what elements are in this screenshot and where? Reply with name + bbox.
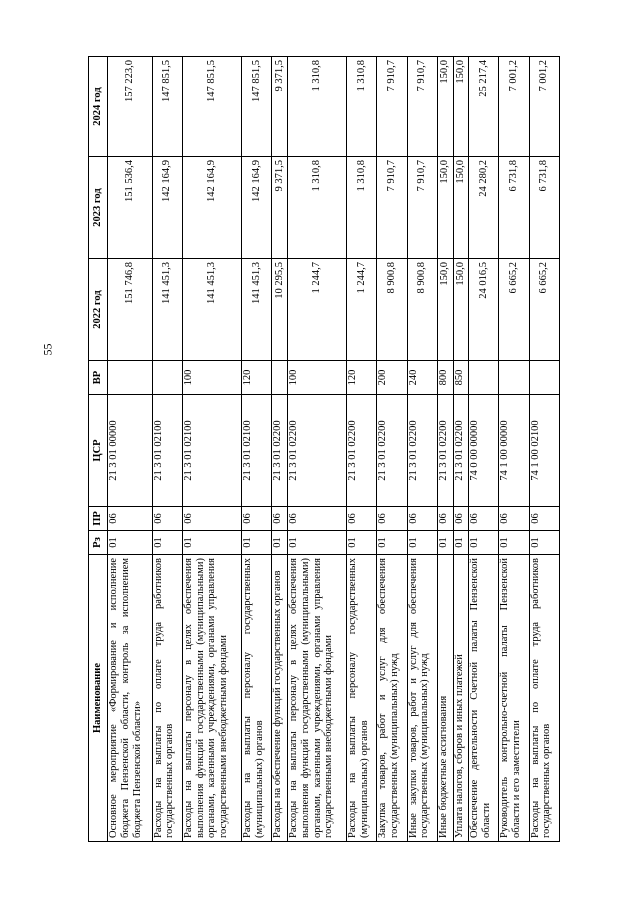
row-2023: 142 164,9 bbox=[152, 157, 182, 259]
row-2024: 7 001,2 bbox=[529, 57, 559, 157]
row-2024: 7 910,7 bbox=[377, 57, 407, 157]
row-2023: 150,0 bbox=[437, 157, 453, 259]
row-rz: 01 bbox=[288, 531, 347, 555]
row-rz: 01 bbox=[347, 531, 377, 555]
row-2024: 147 851,5 bbox=[242, 57, 272, 157]
row-2022: 150,0 bbox=[453, 259, 469, 361]
row-csr: 21 3 01 02200 bbox=[453, 395, 469, 507]
table-row bbox=[272, 57, 288, 842]
row-rz: 01 bbox=[152, 531, 182, 555]
row-rz: 01 bbox=[377, 531, 407, 555]
row-rz: 01 bbox=[182, 531, 241, 555]
row-vr bbox=[499, 361, 529, 395]
row-2022: 151 746,8 bbox=[108, 259, 153, 361]
row-2024: 150,0 bbox=[437, 57, 453, 157]
row-rz: 01 bbox=[453, 531, 469, 555]
row-2023: 6 731,8 bbox=[529, 157, 559, 259]
row-2023: 151 536,4 bbox=[108, 157, 153, 259]
row-pr: 06 bbox=[453, 507, 469, 531]
table-row bbox=[499, 57, 529, 842]
row-pr: 06 bbox=[288, 507, 347, 531]
row-name: Руководитель контрольно-счетной палаты Пензенской области и его заместители bbox=[499, 555, 529, 842]
row-name: Расходы на выплаты персоналу государственных (муниципальных) органов bbox=[242, 555, 272, 842]
row-pr: 06 bbox=[437, 507, 453, 531]
row-2024: 150,0 bbox=[453, 57, 469, 157]
row-name: Иные бюджетные ассигнования bbox=[437, 555, 453, 842]
row-2023: 142 164,9 bbox=[182, 157, 241, 259]
row-rz: 01 bbox=[407, 531, 437, 555]
row-name: Иные закупки товаров, работ и услуг для обеспечения государственных (муниципальных) нужд bbox=[407, 555, 437, 842]
row-csr: 74 1 00 02100 bbox=[529, 395, 559, 507]
row-2023: 1 310,8 bbox=[347, 157, 377, 259]
budget-table bbox=[88, 56, 560, 842]
row-2023: 1 310,8 bbox=[288, 157, 347, 259]
row-csr: 21 3 01 02200 bbox=[377, 395, 407, 507]
row-rz: 01 bbox=[437, 531, 453, 555]
header-name: Наименование bbox=[89, 555, 108, 842]
row-2022: 8 900,8 bbox=[407, 259, 437, 361]
header-csr: ЦСР bbox=[89, 395, 108, 507]
row-2022: 10 295,5 bbox=[272, 259, 288, 361]
row-name: Расходы на выплаты по оплате труда работников государственных органов bbox=[529, 555, 559, 842]
header-row bbox=[89, 57, 108, 842]
row-vr bbox=[469, 361, 499, 395]
row-vr: 240 bbox=[407, 361, 437, 395]
row-vr: 850 bbox=[453, 361, 469, 395]
row-name: Расходы на выплаты персоналу в целях обеспечения выполнения функций государственными (муниципальными) органами, казенными учреждениями, органами управления государственными внебюджетными фондами bbox=[182, 555, 241, 842]
row-2022: 1 244,7 bbox=[347, 259, 377, 361]
row-csr: 21 3 01 02100 bbox=[152, 395, 182, 507]
row-2023: 7 910,7 bbox=[377, 157, 407, 259]
row-name: Расходы на выплаты по оплате труда работников государственных органов bbox=[152, 555, 182, 842]
row-pr: 06 bbox=[499, 507, 529, 531]
row-pr: 06 bbox=[377, 507, 407, 531]
row-2022: 24 016,5 bbox=[469, 259, 499, 361]
row-vr: 100 bbox=[288, 361, 347, 395]
row-pr: 06 bbox=[152, 507, 182, 531]
row-pr: 06 bbox=[407, 507, 437, 531]
row-2022: 6 665,2 bbox=[499, 259, 529, 361]
row-vr bbox=[108, 361, 153, 395]
row-2023: 24 280,2 bbox=[469, 157, 499, 259]
row-csr: 21 3 01 02200 bbox=[272, 395, 288, 507]
header-2024: 2024 год bbox=[89, 57, 108, 157]
row-2024: 1 310,8 bbox=[347, 57, 377, 157]
row-name: Обеспечение деятельности Счетной палаты Пензенской области bbox=[469, 555, 499, 842]
table-row bbox=[242, 57, 272, 842]
row-vr: 100 bbox=[182, 361, 241, 395]
row-name: Расходы на обеспечение функций государственных органов bbox=[272, 555, 288, 842]
row-2022: 6 665,2 bbox=[529, 259, 559, 361]
row-2024: 9 371,5 bbox=[272, 57, 288, 157]
row-rz: 01 bbox=[272, 531, 288, 555]
row-rz: 01 bbox=[469, 531, 499, 555]
table-row bbox=[347, 57, 377, 842]
row-csr: 21 3 01 00000 bbox=[108, 395, 153, 507]
row-2024: 25 217,4 bbox=[469, 57, 499, 157]
row-csr: 21 3 01 02200 bbox=[407, 395, 437, 507]
row-csr: 21 3 01 02100 bbox=[182, 395, 241, 507]
row-2024: 7 001,2 bbox=[499, 57, 529, 157]
row-2023: 150,0 bbox=[453, 157, 469, 259]
table-row bbox=[288, 57, 347, 842]
row-pr: 06 bbox=[108, 507, 153, 531]
row-2022: 1 244,7 bbox=[288, 259, 347, 361]
table-row bbox=[407, 57, 437, 842]
header-pr: ПР bbox=[89, 507, 108, 531]
row-pr: 06 bbox=[347, 507, 377, 531]
table-row bbox=[529, 57, 559, 842]
row-2024: 7 910,7 bbox=[407, 57, 437, 157]
header-rz: Рз bbox=[89, 531, 108, 555]
row-name: Расходы на выплаты персоналу в целях обеспечения выполнения функций государственными (муниципальными) органами, казенными учреждениями, органами управления государственными внебюджетными фондами bbox=[288, 555, 347, 842]
row-2022: 150,0 bbox=[437, 259, 453, 361]
row-pr: 06 bbox=[242, 507, 272, 531]
row-pr: 06 bbox=[529, 507, 559, 531]
table-row bbox=[152, 57, 182, 842]
row-2024: 147 851,5 bbox=[152, 57, 182, 157]
budget-table-container bbox=[88, 57, 560, 842]
table-row bbox=[453, 57, 469, 842]
row-2023: 142 164,9 bbox=[242, 157, 272, 259]
row-csr: 21 3 01 02200 bbox=[288, 395, 347, 507]
row-2022: 141 451,3 bbox=[152, 259, 182, 361]
row-2023: 7 910,7 bbox=[407, 157, 437, 259]
table-row bbox=[108, 57, 153, 842]
row-2024: 147 851,5 bbox=[182, 57, 241, 157]
row-2023: 6 731,8 bbox=[499, 157, 529, 259]
row-pr: 06 bbox=[182, 507, 241, 531]
row-name: Уплата налогов, сборов и иных платежей bbox=[453, 555, 469, 842]
row-vr bbox=[272, 361, 288, 395]
row-2022: 141 451,3 bbox=[182, 259, 241, 361]
row-vr: 800 bbox=[437, 361, 453, 395]
row-rz: 01 bbox=[499, 531, 529, 555]
row-name: Закупка товаров, работ и услуг для обеспечения государственных (муниципальных) нужд bbox=[377, 555, 407, 842]
row-rz: 01 bbox=[108, 531, 153, 555]
row-vr: 200 bbox=[377, 361, 407, 395]
row-pr: 06 bbox=[272, 507, 288, 531]
row-vr: 120 bbox=[242, 361, 272, 395]
row-name: Расходы на выплаты персоналу государственных (муниципальных) органов bbox=[347, 555, 377, 842]
row-csr: 21 3 01 02200 bbox=[347, 395, 377, 507]
row-vr bbox=[529, 361, 559, 395]
table-row bbox=[182, 57, 241, 842]
header-2023: 2023 год bbox=[89, 157, 108, 259]
row-csr: 21 3 01 02100 bbox=[242, 395, 272, 507]
row-vr: 120 bbox=[347, 361, 377, 395]
row-csr: 74 0 00 00000 bbox=[469, 395, 499, 507]
row-rz: 01 bbox=[242, 531, 272, 555]
header-vr: ВР bbox=[89, 361, 108, 395]
row-vr bbox=[152, 361, 182, 395]
row-2024: 157 223,0 bbox=[108, 57, 153, 157]
table-row bbox=[377, 57, 407, 842]
row-2023: 9 371,5 bbox=[272, 157, 288, 259]
row-pr: 06 bbox=[469, 507, 499, 531]
row-2024: 1 310,8 bbox=[288, 57, 347, 157]
row-rz: 01 bbox=[529, 531, 559, 555]
table-row bbox=[469, 57, 499, 842]
row-name: Основное мероприятие «Формирование и исполнение бюджета Пензенской области, контроль за исполнением бюджета Пензенской области» bbox=[108, 555, 153, 842]
row-csr: 74 1 00 00000 bbox=[499, 395, 529, 507]
row-csr: 21 3 01 02200 bbox=[437, 395, 453, 507]
row-2022: 141 451,3 bbox=[242, 259, 272, 361]
row-2022: 8 900,8 bbox=[377, 259, 407, 361]
table-row bbox=[437, 57, 453, 842]
page-number: 55 bbox=[40, 343, 55, 356]
header-2022: 2022 год bbox=[89, 259, 108, 361]
